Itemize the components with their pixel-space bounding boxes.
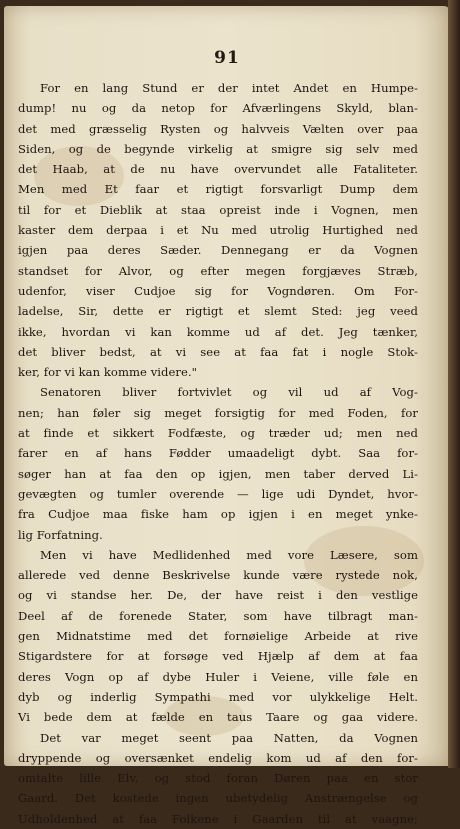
page-number: 91 bbox=[214, 48, 240, 68]
text-line: fra Cudjoe maa fiske ham op igjen i en meget ynke- bbox=[18, 507, 418, 522]
text-line: ladelse, Sir, dette er rigtigt et slemt Sted: jeg veed bbox=[18, 304, 418, 319]
body-text bbox=[18, 78, 418, 829]
text-line: Senatoren bliver fortvivlet og vil ud af Vog- bbox=[40, 385, 418, 400]
text-line: Deel af de forenede Stater, som have tilbragt man- bbox=[18, 608, 418, 623]
text-line: lig Forfatning. bbox=[18, 527, 103, 542]
text-line: Det var meget seent paa Natten, da Vognen bbox=[40, 730, 418, 745]
text-line: udenfor, viser Cudjoe sig for Vogndøren. Om For- bbox=[18, 283, 418, 298]
text-line: standset for Alvor, og efter megen forgjæves Stræb, bbox=[18, 263, 418, 278]
text-line: at finde et sikkert Fodfæste, og træder ud; men ned bbox=[18, 426, 418, 441]
text-line: ker, for vi kan komme videre." bbox=[18, 365, 198, 380]
text-line: Siden, og de begynde virkelig at smigre sig selv med bbox=[18, 141, 418, 156]
paper-sheet bbox=[4, 6, 450, 826]
text-line: Gaard. Det kostede ingen ubetydelig Anstrængelse og bbox=[18, 791, 418, 806]
text-line: igjen paa deres Sæder. Dennegang er da Vognen bbox=[18, 243, 418, 258]
text-line: gen Midnatstime med det fornøielige Arbeide at rive bbox=[18, 629, 418, 644]
text-line: det bliver bedst, at vi see at faa fat i nogle Stok- bbox=[18, 344, 418, 359]
text-line: kaster dem derpaa i et Nu med utrolig Hurtighed ned bbox=[18, 223, 418, 238]
text-line: dryppende og oversænket endelig kom ud af den for- bbox=[18, 750, 418, 765]
text-line: farer en af hans Fødder umaadeligt dybt. Saa for- bbox=[18, 446, 418, 461]
text-line: søger han at faa den op igjen, men taber derved Li- bbox=[18, 466, 418, 481]
text-line: Men med Et faar et rigtigt forsvarligt Dump dem bbox=[18, 182, 418, 197]
text-line: gevægten og tumler overende — lige udi Dyndet, hvor- bbox=[18, 486, 418, 501]
text-line: Udholdenhed at faa Folkene i Gaarden til at vaagne; bbox=[18, 811, 418, 826]
text-line: omtalte lille Elv, og stod foran Døren paa en stor bbox=[18, 771, 418, 786]
text-line: og vi standse her. De, der have reist i den vestlige bbox=[18, 588, 418, 603]
text-line: Vi bede dem at fælde en taus Taare og gaa videre. bbox=[18, 710, 418, 725]
text-line: For en lang Stund er der intet Andet en Humpe- bbox=[40, 81, 418, 95]
text-line: nen; han føler sig meget forsigtig for med Foden, for bbox=[18, 405, 418, 420]
text-line: deres Vogn op af dybe Huler i Veiene, ville føle en bbox=[18, 669, 418, 684]
text-line: det Haab, at de nu have overvundet alle Fataliteter. bbox=[18, 162, 418, 177]
text-line: Stigardstere for at forsøge ved Hjælp af dem at faa bbox=[18, 649, 418, 664]
text-line: til for et Dieblik at staa opreist inde i Vognen, men bbox=[18, 202, 418, 217]
book-edge bbox=[448, 0, 460, 768]
text-line: Men vi have Medlidenhed med vore Læsere, som bbox=[40, 547, 418, 562]
text-line: allerede ved denne Beskrivelse kunde være rystede nok, bbox=[18, 568, 418, 583]
text-line: dump! nu og da netop for Afværlingens Skyld, blan- bbox=[18, 101, 418, 116]
text-line: ikke, hvordan vi kan komme ud af det. Jeg tænker, bbox=[18, 324, 418, 339]
text-line: dyb og inderlig Sympathi med vor ulykkelige Helt. bbox=[18, 689, 418, 704]
text-line: det med græsselig Rysten og halvveis Vælten over paa bbox=[18, 121, 418, 136]
